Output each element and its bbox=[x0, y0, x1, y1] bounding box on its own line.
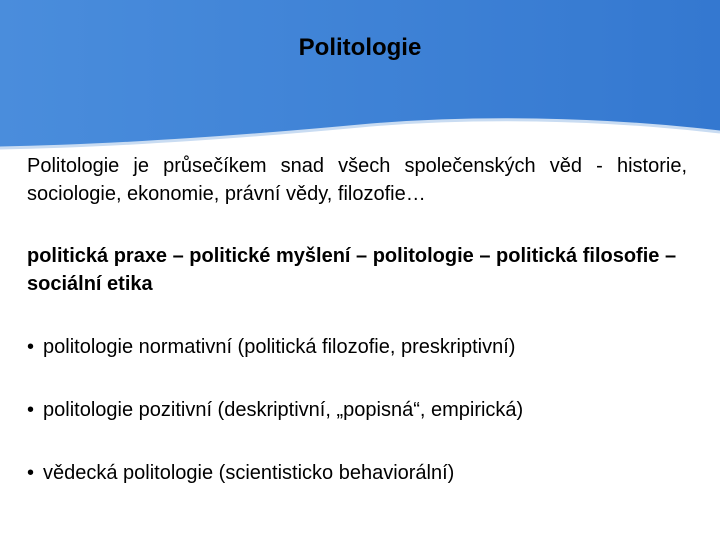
discipline-chain: politická praxe – politické myšlení – politologie – politická filosofie – sociální etika bbox=[27, 245, 677, 295]
bullet-icon: • bbox=[27, 462, 35, 484]
list-item-text: vědecká politologie (scientisticko behaviorální) bbox=[43, 462, 455, 484]
title-banner bbox=[0, 0, 720, 160]
list-item bbox=[27, 396, 707, 424]
page-title: Politologie bbox=[298, 34, 422, 61]
list-item bbox=[27, 459, 707, 487]
list-item-text: politologie pozitivní (deskriptivní, „popisná“, empirická) bbox=[43, 399, 524, 421]
banner-wave-shape bbox=[0, 0, 720, 160]
intro-paragraph: Politologie je průsečíkem snad všech společenských věd - historie, sociologie, ekonomie, právní vědy, filozofie… bbox=[27, 155, 687, 205]
bullet-icon: • bbox=[27, 336, 35, 358]
bullet-icon: • bbox=[27, 399, 35, 421]
list-item bbox=[27, 333, 707, 361]
list-item-text: politologie normativní (politická filozofie, preskriptivní) bbox=[43, 336, 516, 358]
